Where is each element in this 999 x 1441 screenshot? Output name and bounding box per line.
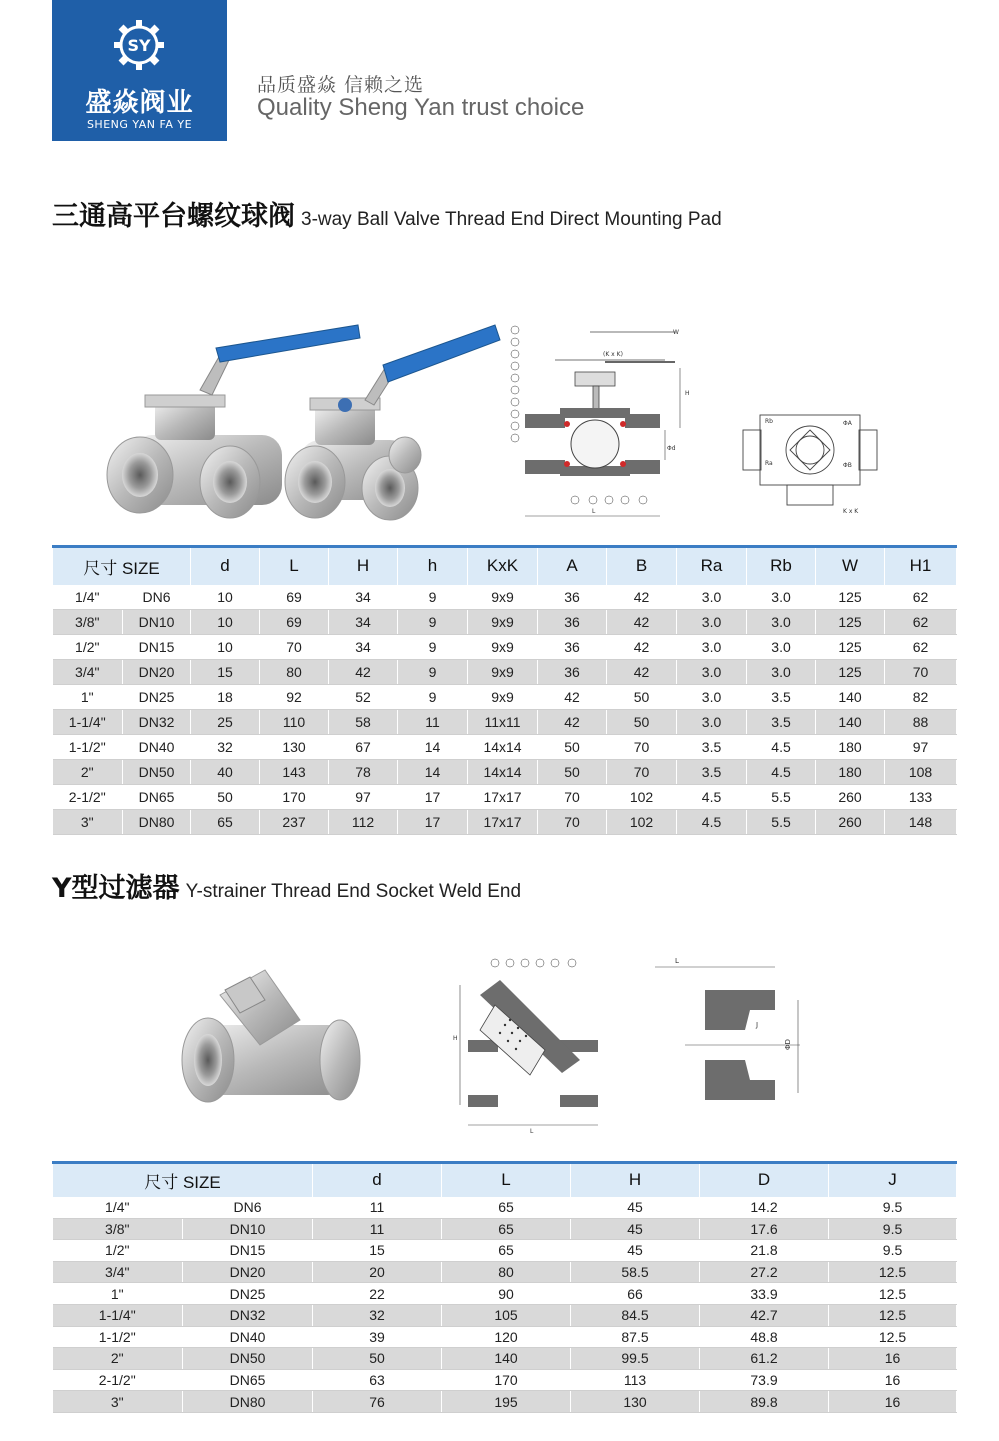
table-cell: DN25 [123,685,191,710]
table-cell: DN25 [183,1283,313,1305]
table-cell: 42 [607,635,677,660]
table-row [53,1391,957,1413]
table-cell: 52 [329,685,398,710]
table-cell: 70 [538,810,607,835]
table-cell: 3.0 [677,685,747,710]
table-cell: 36 [538,585,607,610]
table-cell: 9.5 [829,1197,957,1219]
table-cell: 3/4" [53,1261,183,1283]
table-cell: 11 [398,710,468,735]
table-cell: 16 [829,1391,957,1413]
table-cell: 9 [398,585,468,610]
table-cell: 5.5 [747,810,816,835]
table-cell: 45 [571,1240,700,1262]
table-cell: 9x9 [468,660,538,685]
table-cell: 125 [816,610,885,635]
table-cell: 10 [191,585,260,610]
table-cell: 17x17 [468,785,538,810]
table-cell: 4.5 [747,760,816,785]
logo-mark-text: SY [127,36,151,55]
table-cell: 3/8" [53,1218,183,1240]
table-cell: 3" [53,1391,183,1413]
svg-text:ΦA: ΦA [843,420,852,427]
table-cell: 1-1/2" [53,1326,183,1348]
table-cell: 1" [53,1283,183,1305]
table-row [53,1240,957,1262]
logo-cn-text: 盛焱阀业 [85,88,194,118]
table-cell: 1/2" [53,635,123,660]
table-cell: 102 [607,785,677,810]
table-cell: 17.6 [700,1218,829,1240]
section-title-y-strainer [52,866,521,905]
table-cell: 170 [442,1369,571,1391]
svg-text:(K x K): (K x K) [603,351,623,358]
table-cell: 20 [313,1261,442,1283]
table-cell: 78 [329,760,398,785]
table-cell: 140 [442,1348,571,1370]
table-cell: 39 [313,1326,442,1348]
table-cell: 70 [607,760,677,785]
table-cell: 70 [885,660,957,685]
table-cell: DN32 [183,1304,313,1326]
table-cell: 2" [53,1348,183,1370]
svg-text:Rb: Rb [765,418,773,425]
table-cell: 42 [607,610,677,635]
table-cell: 76 [313,1391,442,1413]
logo [52,0,227,141]
table-cell: 99.5 [571,1348,700,1370]
table-cell: 14x14 [468,760,538,785]
table-cell: DN40 [123,735,191,760]
column-header: B [607,547,677,585]
table-cell: 148 [885,810,957,835]
table-cell: 9 [398,685,468,710]
table-cell: 260 [816,810,885,835]
table-cell: 62 [885,635,957,660]
table-cell: 50 [191,785,260,810]
table-row [53,785,957,810]
table-cell: 15 [313,1240,442,1262]
table-cell: 3.0 [747,635,816,660]
table-cell: 3.5 [677,735,747,760]
table-cell: 90 [442,1283,571,1305]
table-cell: 58 [329,710,398,735]
table-cell: 10 [191,610,260,635]
table-cell: 66 [571,1283,700,1305]
table-cell: 17 [398,810,468,835]
table-cell: 32 [313,1304,442,1326]
table-cell: 42 [329,660,398,685]
table-cell: 34 [329,635,398,660]
column-header: KxK [468,547,538,585]
table-cell: 36 [538,635,607,660]
ball-valve-photos [100,320,500,530]
table-cell: 130 [571,1391,700,1413]
table-cell: DN40 [183,1326,313,1348]
table-cell: 63 [313,1369,442,1391]
section-title-en: 3-way Ball Valve Thread End Direct Mounting Pad [301,209,722,230]
table-cell: 1/2" [53,1240,183,1262]
table-cell: 16 [829,1369,957,1391]
table-cell: 110 [260,710,329,735]
table-cell: 88 [885,710,957,735]
table-cell: 50 [538,760,607,785]
table-cell: 97 [329,785,398,810]
table-cell: DN80 [123,810,191,835]
gear-logo-icon [112,18,166,72]
slogan-cn: 品质盛焱 信赖之选 [257,74,425,96]
table-cell: 70 [607,735,677,760]
table-cell: 12.5 [829,1326,957,1348]
table-row [53,1261,957,1283]
table-cell: 33.9 [700,1283,829,1305]
table-cell: 120 [442,1326,571,1348]
svg-text:ΦD: ΦD [784,1039,792,1050]
table-cell: 11 [313,1197,442,1219]
table-cell: DN32 [123,710,191,735]
table-cell: 3.0 [677,635,747,660]
table-cell: 195 [442,1391,571,1413]
table-cell: 10 [191,635,260,660]
table-cell: 42 [538,710,607,735]
table-cell: 69 [260,585,329,610]
table-header-row [53,1163,957,1197]
table-cell: 22 [313,1283,442,1305]
table-cell: 36 [538,610,607,635]
table-cell: DN80 [183,1391,313,1413]
table-cell: 65 [442,1240,571,1262]
table-cell: 82 [885,685,957,710]
table-cell: 125 [816,635,885,660]
svg-text:W: W [673,329,679,336]
table-cell: 3.5 [677,760,747,785]
ball-valve-section-drawing [505,320,690,525]
column-header: W [816,547,885,585]
svg-text:H: H [453,1035,458,1042]
table-cell: 15 [191,660,260,685]
table-cell: 3.0 [747,660,816,685]
table-cell: 3.5 [747,710,816,735]
column-header: L [260,547,329,585]
table-cell: 1-1/2" [53,735,123,760]
svg-text:L: L [592,508,596,515]
table-cell: DN6 [123,585,191,610]
table-cell: 125 [816,585,885,610]
table-cell: 9x9 [468,610,538,635]
table-cell: 1/4" [53,585,123,610]
table-cell: 21.8 [700,1240,829,1262]
table-cell: 36 [538,660,607,685]
table-cell: 17 [398,785,468,810]
table-cell: DN6 [183,1197,313,1219]
table-cell: 62 [885,610,957,635]
table-cell: 17x17 [468,810,538,835]
table-cell: 9x9 [468,685,538,710]
table-cell: 34 [329,585,398,610]
table-cell: 130 [260,735,329,760]
column-header: L [442,1163,571,1197]
slogan-en: Quality Sheng Yan trust choice [257,94,585,121]
table-cell: 61.2 [700,1348,829,1370]
svg-text:L: L [675,957,679,965]
table-cell: 50 [538,735,607,760]
table-cell: 14x14 [468,735,538,760]
table-header-row [53,547,957,585]
svg-text:Ra: Ra [765,460,773,467]
table-cell: 9 [398,635,468,660]
table-cell: DN20 [123,660,191,685]
table-cell: 40 [191,760,260,785]
table-row [53,760,957,785]
table-cell: 42 [607,660,677,685]
y-strainer-photo [180,965,365,1125]
table-cell: 45 [571,1197,700,1219]
column-header: Ra [677,547,747,585]
column-header: 尺寸 SIZE [53,547,191,585]
section-title-cn: Y型过滤器 [52,873,180,904]
table-cell: 92 [260,685,329,710]
section-title-en: Y-strainer Thread End Socket Weld End [185,881,522,902]
table-row [53,1218,957,1240]
table-cell: 67 [329,735,398,760]
table-cell: 140 [816,685,885,710]
table-row [53,610,957,635]
table-cell: 9 [398,660,468,685]
table-cell: DN20 [183,1261,313,1283]
table-cell: 133 [885,785,957,810]
table-cell: 4.5 [677,785,747,810]
table-row [53,1304,957,1326]
column-header: D [700,1163,829,1197]
table-cell: 180 [816,735,885,760]
table-cell: 1" [53,685,123,710]
svg-text:Φd: Φd [667,445,676,452]
table-cell: 1/4" [53,1197,183,1219]
column-header: A [538,547,607,585]
column-header: Rb [747,547,816,585]
column-header: H [329,547,398,585]
table-cell: 102 [607,810,677,835]
table-cell: 1-1/4" [53,710,123,735]
table-row [53,735,957,760]
table-cell: 180 [816,760,885,785]
table-cell: 3.0 [677,610,747,635]
table-cell: 14.2 [700,1197,829,1219]
table-cell: DN10 [183,1218,313,1240]
table-cell: 18 [191,685,260,710]
table-cell: 3.0 [677,710,747,735]
table-cell: 3.0 [747,585,816,610]
table-cell: 69 [260,610,329,635]
table-cell: 3/4" [53,660,123,685]
table-row [53,1283,957,1305]
table-cell: 113 [571,1369,700,1391]
y-strainer-end-drawing [650,955,810,1105]
ball-valve-top-drawing [735,395,885,520]
column-header: d [313,1163,442,1197]
table-cell: 3.0 [677,585,747,610]
table-cell: 9x9 [468,635,538,660]
svg-text:L: L [530,1128,534,1135]
column-header: J [829,1163,957,1197]
svg-text:ΦB: ΦB [843,462,852,469]
table-row [53,810,957,835]
table-cell: 12.5 [829,1304,957,1326]
table-cell: 14 [398,735,468,760]
table-cell: 1-1/4" [53,1304,183,1326]
table-cell: 80 [442,1261,571,1283]
table-cell: 4.5 [677,810,747,835]
table-row [53,660,957,685]
table-cell: 4.5 [747,735,816,760]
table-row [53,1197,957,1219]
table-cell: 65 [191,810,260,835]
table-cell: 25 [191,710,260,735]
table-cell: 11x11 [468,710,538,735]
table-cell: 34 [329,610,398,635]
table-cell: 237 [260,810,329,835]
table-row [53,710,957,735]
table-cell: 42.7 [700,1304,829,1326]
column-header: 尺寸 SIZE [53,1163,313,1197]
y-strainer-section-drawing [450,955,610,1135]
table-cell: 27.2 [700,1261,829,1283]
table-cell: 12.5 [829,1283,957,1305]
table-cell: DN15 [183,1240,313,1262]
table-cell: 65 [442,1197,571,1219]
y-strainer-spec-table [52,1161,957,1413]
table-cell: DN65 [183,1369,313,1391]
table-cell: 89.8 [700,1391,829,1413]
column-header: d [191,547,260,585]
table-cell: 70 [260,635,329,660]
table-cell: 84.5 [571,1304,700,1326]
logo-en-text: SHENG YAN FA YE [86,118,193,131]
table-cell: 3.0 [747,610,816,635]
table-cell: 125 [816,660,885,685]
table-cell: 42 [538,685,607,710]
table-cell: 32 [191,735,260,760]
section-title-ball-valve [52,194,722,233]
table-row [53,1369,957,1391]
table-row [53,585,957,610]
table-cell: DN65 [123,785,191,810]
table-cell: 3" [53,810,123,835]
table-cell: 108 [885,760,957,785]
table-cell: 87.5 [571,1326,700,1348]
table-cell: 2" [53,760,123,785]
table-cell: 97 [885,735,957,760]
table-cell: 11 [313,1218,442,1240]
table-cell: 50 [313,1348,442,1370]
table-cell: 45 [571,1218,700,1240]
table-cell: 70 [538,785,607,810]
table-cell: 16 [829,1348,957,1370]
svg-text:H: H [685,390,690,397]
table-cell: DN50 [123,760,191,785]
table-cell: 50 [607,685,677,710]
table-cell: 48.8 [700,1326,829,1348]
table-cell: 62 [885,585,957,610]
table-cell: 50 [607,710,677,735]
table-cell: 105 [442,1304,571,1326]
column-header: h [398,547,468,585]
table-cell: 260 [816,785,885,810]
table-row [53,685,957,710]
svg-text:K x K: K x K [843,508,859,515]
table-row [53,1348,957,1370]
table-cell: 2-1/2" [53,1369,183,1391]
table-cell: 3.0 [677,660,747,685]
table-cell: DN50 [183,1348,313,1370]
table-cell: 42 [607,585,677,610]
table-cell: 3.5 [747,685,816,710]
table-cell: 9.5 [829,1240,957,1262]
table-cell: DN10 [123,610,191,635]
table-cell: 5.5 [747,785,816,810]
column-header: H1 [885,547,957,585]
table-row [53,635,957,660]
table-cell: DN15 [123,635,191,660]
table-cell: 14 [398,760,468,785]
ball-valve-photo-2 [285,325,500,520]
table-cell: 58.5 [571,1261,700,1283]
table-cell: 9x9 [468,585,538,610]
table-cell: 73.9 [700,1369,829,1391]
ball-valve-spec-table [52,545,957,835]
table-cell: 65 [442,1218,571,1240]
table-cell: 112 [329,810,398,835]
table-row [53,1326,957,1348]
table-cell: 80 [260,660,329,685]
table-cell: 170 [260,785,329,810]
table-cell: 143 [260,760,329,785]
table-cell: 12.5 [829,1261,957,1283]
table-cell: 2-1/2" [53,785,123,810]
table-cell: 9 [398,610,468,635]
table-cell: 9.5 [829,1218,957,1240]
table-cell: 3/8" [53,610,123,635]
svg-text:J: J [756,1021,759,1029]
column-header: H [571,1163,700,1197]
section-title-cn: 三通高平台螺纹球阀 [52,201,295,232]
table-cell: 140 [816,710,885,735]
